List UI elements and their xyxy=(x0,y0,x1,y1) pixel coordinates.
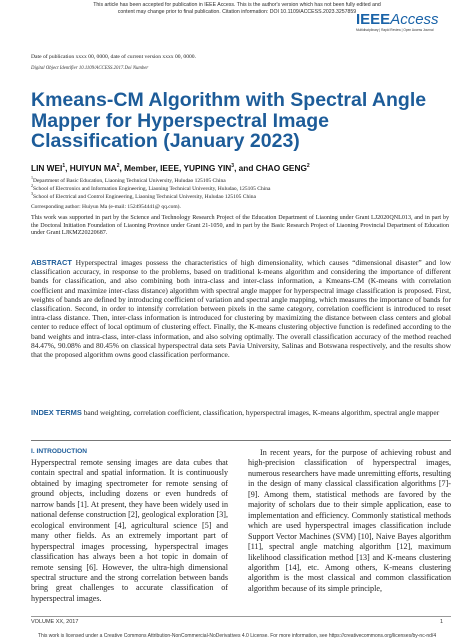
banner-line-1: This article has been accepted for publication in IEEE Access. This is the author's version which has not been fully edited and xyxy=(93,2,381,8)
author-3: , Member, IEEE, YUPING YIN xyxy=(119,163,232,173)
affiliation-3 xyxy=(31,191,256,200)
ieee-access-logo xyxy=(356,12,460,38)
affiliation-1-sup: 1 xyxy=(31,175,33,180)
paper-title: Kmeans-CM Algorithm with Spectral Angle Mapper for Hyperspectral Image Classification (January 2023) xyxy=(31,89,427,152)
funding-statement: This work was supported in part by the Science and Technology Research Project of the Education Department of Liaoning under Grant LJ2020QNL013, and in part by the Doctoral Initiation Foundation of Liaoning Province under Grant 21-1050, and in part by the Basic Research Project of Liaoning Provincial Department of Education under Grant LJKMZ20220687. xyxy=(31,215,449,236)
affiliation-1-text: Department of Basic Education, Liaoning Technical University, Huludao 125105 China xyxy=(33,177,226,184)
affiliation-3-text: School of Electrical and Control Engineering, Liaoning Technical University, Huludao 125105 China xyxy=(33,193,256,200)
corresponding-author: Corresponding author: Huiyun Ma (e-mail: 1524954441@ qq.com). xyxy=(31,204,181,210)
logo-brand-italic: Access xyxy=(390,11,439,28)
section-divider xyxy=(31,440,451,441)
logo-brand-bold: IEEE xyxy=(356,11,391,28)
banner-line-2: content may change prior to final publication. Citation information: DOI 10.1109/ACCESS.2023.3257859 xyxy=(117,9,357,15)
doi-line: Digital Object Identifier 10.1109/ACCESS.2017.Doi Number xyxy=(31,66,149,71)
affiliation-3-sup: 3 xyxy=(31,191,33,196)
affiliation-2-text: School of Electronics and Information Engineering, Liaoning Technical University, Huludao, 125105 China xyxy=(33,185,271,192)
index-terms-label: INDEX TERMS xyxy=(31,408,82,417)
author-2: , HUIYUN MA xyxy=(65,163,117,173)
author-1-sup: 1 xyxy=(62,163,66,170)
author-4-sup: 2 xyxy=(306,163,310,170)
author-4: , and CHAO GENG xyxy=(234,163,307,173)
author-2-sup: 2 xyxy=(116,163,120,170)
abstract xyxy=(31,258,451,359)
logo-wordmark xyxy=(356,12,460,27)
logo-tagline: Multidisciplinary | Rapid Review | Open Access Journal xyxy=(356,28,434,32)
publication-dates: Date of publication xxxx 00, 0000, date of current version xxxx 00, 0000. xyxy=(31,54,196,60)
section-heading-introduction: I. INTRODUCTION xyxy=(31,448,88,455)
index-terms-text: band weighting, correlation coefficient, classification, hyperspectral images, K-means algorithm, spectral angle mapper xyxy=(81,408,440,417)
footer-divider xyxy=(31,616,451,617)
footer-page-number: 1 xyxy=(440,619,444,625)
intro-right-column: In recent years, for the purpose of achieving robust and high-precision classification of hyperspectral images, numerous researchers have made unremitting efforts, resulting in the design of many classical classification algorithms [7]-[9]. Among them, statistical methods are favored by the majority of scholars due to their simple application, ease to implementation and efficiency. Commonly statistical methods which are used hyperspectral images classification include Support Vector Machines (SVM) [10], Naive Bayes algorithm [11], spectral angle matching algorithm [12], maximum likelihood classification method [13] and K-means clustering algorithm [14], etc. Among others, K-means clustering algorithm is the most classical and common classification algorithm because of its simple principle, xyxy=(248,448,451,593)
footer-volume: VOLUME XX, 2017 xyxy=(31,619,79,625)
author-list xyxy=(31,163,310,173)
abstract-label: ABSTRACT xyxy=(31,258,72,267)
abstract-text: Hyperspectral images possess the characteristics of high dimensionality, which causes “dimensional disaster” and low classification accuracy, in response to the problems, based on traditional k-means algorithm and considering the importance of different bands for classification, and also combining both intra-class and inter-class information, a Kmeans-CM (K-means with correlation coefficient and maximize inter-class distance) algorithm with spectral angle mapper for hyperspectral image classification is proposed. First, weights of bands are defined by introducing coefficient of variation and spectral angle mapping, which measures the importance of bands for classification. Second, in order to intensify correlation between pixels in the same category, correlation coefficient is introduced to reset intra-class distance. Then, inter-class information is introduced for clustering by maximizing the distance between class centers and global center to reduce effect of local optimum of clustering effect. Finally, the K-means clustering objective function is redefined according to the band weights and intra-class, inter-class information, and also solving optimally. The overall classification accuracy of the method reached 84.47%, 90.08% and 80.45% on classical hyperspectral data sets Pavia University, Salinas and Botswana respectively, and the results show that the proposed algorithm owns good classification performance. xyxy=(31,258,451,360)
index-terms xyxy=(31,408,451,417)
footer-license: This work is licensed under a Creative Commons Attribution-NonCommercial-NoDerivatives 4.0 License. For more information, see https://creativecommons.org/licenses/by-nc-nd/4 xyxy=(37,633,437,639)
intro-left-column: Hyperspectral remote sensing images are data cubes that contain spectral and spatial information. It is continuously obtained by imaging spectrometer for remote sensing of ground objects, including dozens or even hundreds of narrow bands [1]. At present, they have been widely used in national defense construction [2], geological exploration [3], ecological environment [4], agricultural science [5] and many other fields. As an extremely important part of hyperspectral images processing, hyperspectral images classification has always been a hot topic in domain of remote sensing [6]. However, the ultra-high dimensional spectral structure and the strong correlation between bands bring great challenges to accurate classification of hyperspectral images. xyxy=(31,458,228,603)
author-3-sup: 3 xyxy=(231,163,235,170)
author-1: LIN WEI xyxy=(31,163,63,173)
affiliation-2-sup: 2 xyxy=(31,183,33,188)
